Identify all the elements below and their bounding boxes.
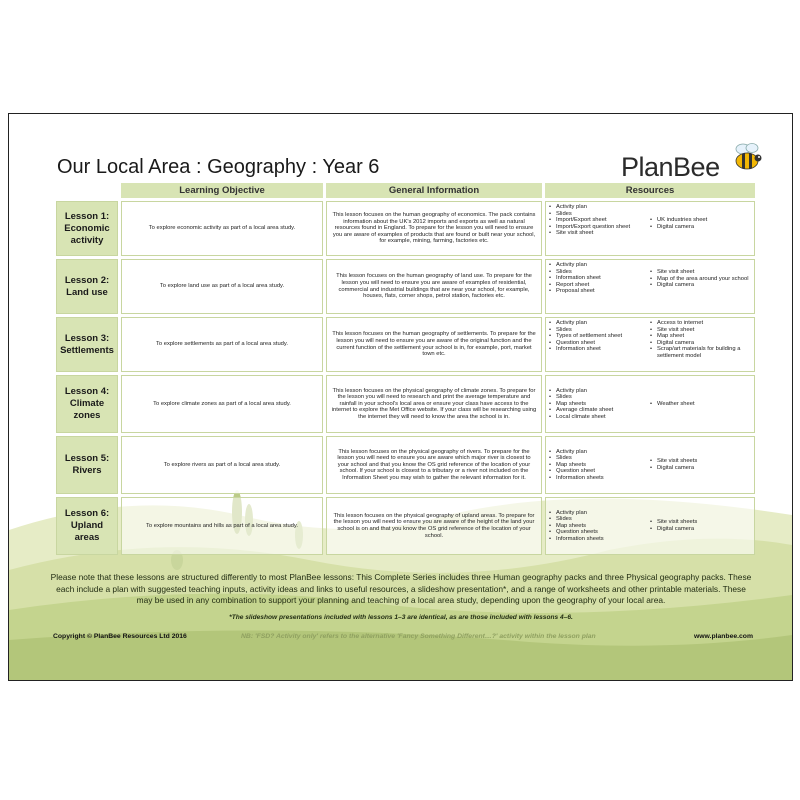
general-information: This lesson focuses on the physical geography of rivers. To prepare for the lesson you will need to ensure you are aware which major river is closest to your school and that you know the OS grid reference of the location of your school. If your school is closest to a tributary or a river not included on the Information Sheet you may wish to gather the relevant information for it. — [326, 436, 542, 494]
resource-item: • Site visit sheet — [650, 269, 751, 276]
resource-item: • Import/Export sheet — [549, 217, 650, 224]
resource-item: • Activity plan — [549, 449, 650, 456]
resources-list-left — [549, 204, 650, 237]
resources-list-right — [650, 458, 751, 471]
resource-item: • Site visit sheet — [549, 230, 650, 237]
table-row — [56, 375, 755, 433]
copyright-text: Copyright © PlanBee Resources Ltd 2016 — [53, 633, 187, 640]
resource-item: • Import/Export question sheet — [549, 224, 650, 231]
lesson-label: Lesson 2: Land use — [56, 259, 118, 314]
resources-list-left — [549, 510, 650, 543]
resources-list-left — [549, 320, 650, 360]
resource-item: • Site visit sheets — [650, 458, 751, 465]
table-row — [56, 497, 755, 555]
table-row — [56, 259, 755, 314]
general-information: This lesson focuses on the human geography of land use. To prepare for the lesson you will need to ensure you are aware of examples of residential, commercial and industrial buildings that are near your school, for example, houses, flats, corner shops, petrol station, factories etc. — [326, 259, 542, 314]
resources-list-right — [650, 262, 751, 295]
resources-list-right — [650, 320, 751, 360]
footer — [53, 633, 753, 643]
learning-objective: To explore mountains and hills as part of a local area study. — [121, 497, 323, 555]
table-row — [56, 436, 755, 494]
resource-item: • Digital camera — [650, 526, 751, 533]
resource-item: • Slides — [549, 516, 650, 523]
page-title: Our Local Area : Geography : Year 6 — [57, 156, 380, 178]
general-information: This lesson focuses on the physical geography of upland areas. To prepare for the lesson you will need to ensure you are aware of the height of the land your school is on and that you know the OS grid reference of the location of your school. — [326, 497, 542, 555]
resource-item: • Report sheet — [549, 282, 650, 289]
resources-cell — [545, 201, 755, 256]
learning-objective: To explore climate zones as part of a local area study. — [121, 375, 323, 433]
resource-item: • Question sheet — [549, 468, 650, 475]
lesson-label: Lesson 5: Rivers — [56, 436, 118, 494]
resource-item: • Weather sheet — [650, 401, 751, 408]
resource-item: • Map sheets — [549, 401, 650, 408]
resource-item: • Proposal sheet — [549, 288, 650, 295]
resources-cell — [545, 497, 755, 555]
resource-item: • Site visit sheets — [650, 519, 751, 526]
resource-item: • Activity plan — [549, 262, 650, 269]
resources-list-right — [650, 204, 751, 237]
general-information: This lesson focuses on the human geography of economics. The pack contains information about the UK's 2012 imports and exports as well as natural resources found in England. To prepare for the lesson you will need to ensure you are aware of examples of products that are found or built near your school, for example, mining, farming, factories etc. — [326, 201, 542, 256]
header-general-information: General Information — [326, 183, 542, 198]
table-row — [56, 201, 755, 256]
document-page — [8, 113, 793, 681]
resource-item: • Site visit sheet — [650, 327, 751, 334]
general-information: This lesson focuses on the human geography of settlements. To prepare for the lesson you will need to ensure you are aware of the original function and the current function of the settlement your school is in, for example, port, market town etc. — [326, 317, 542, 372]
resource-item: • Information sheets — [549, 475, 650, 482]
lesson-table — [53, 180, 758, 558]
resources-list-left — [549, 449, 650, 482]
resource-item: • Information sheet — [549, 346, 650, 353]
table-row — [56, 317, 755, 372]
resource-item: • Activity plan — [549, 510, 650, 517]
learning-objective: To explore economic activity as part of a local area study. — [121, 201, 323, 256]
bee-icon — [731, 140, 765, 174]
logo-text: PlanBee — [621, 152, 720, 182]
resource-item: • Activity plan — [549, 388, 650, 395]
lesson-label: Lesson 4: Climate zones — [56, 375, 118, 433]
learning-objective: To explore settlements as part of a local area study. — [121, 317, 323, 372]
resource-item: • Map sheets — [549, 462, 650, 469]
header-learning-objective: Learning Objective — [121, 183, 323, 198]
resources-cell — [545, 259, 755, 314]
header-blank — [56, 183, 118, 198]
resource-item: • Types of settlement sheet — [549, 333, 650, 340]
resources-list-left — [549, 262, 650, 295]
series-note: Please note that these lessons are structured differently to most PlanBee lessons: This Complete Series includes three Human geography packs and three Physical geography packs. These each include a plan with suggested teaching inputs, activity ideas and links to useful resources, a slideshow presentation*, and a range of worksheets and other printable materials. These may be used in any combination to support your planning and teaching of a local area study, depending upon the geography of your local area. — [50, 572, 752, 605]
header-resources: Resources — [545, 183, 755, 198]
general-information: This lesson focuses on the physical geography of climate zones. To prepare for the lesson you will need to research and print the average temperature and rainfall in your school's local area or ensure your class have access to the internet to explore the Met Office website. If your class will be researching using the internet they will need to know the area the school is in. — [326, 375, 542, 433]
fsd-note: NB: 'FSD? Activity only' refers to the alternative 'Fancy Something Different…?' activity within the lesson plan — [241, 633, 596, 640]
resource-item: • Slides — [549, 211, 650, 218]
resources-list-left — [549, 388, 650, 421]
resource-item: • Question sheet — [549, 340, 650, 347]
slideshow-note: *The slideshow presentations included with lessons 1–3 are identical, as are those included with lessons 4–6. — [229, 614, 573, 621]
lesson-label: Lesson 1: Economic activity — [56, 201, 118, 256]
learning-objective: To explore land use as part of a local area study. — [121, 259, 323, 314]
lesson-label: Lesson 3: Settlements — [56, 317, 118, 372]
resource-item: • Map sheets — [549, 523, 650, 530]
learning-objective: To explore rivers as part of a local area study. — [121, 436, 323, 494]
resource-item: • Information sheet — [549, 275, 650, 282]
resources-list-right — [650, 401, 751, 408]
resource-item: • Slides — [549, 394, 650, 401]
resources-cell — [545, 436, 755, 494]
resource-item: • Slides — [549, 269, 650, 276]
resource-item: • Digital camera — [650, 282, 751, 289]
website-link[interactable]: www.planbee.com — [693, 633, 753, 640]
resource-item: • Local climate sheet — [549, 414, 650, 421]
resource-item: • Access to internet — [650, 320, 751, 327]
resource-item: • Activity plan — [549, 204, 650, 211]
resource-item: • Scrap/art materials for building a settlement model — [650, 346, 751, 359]
resource-item: • UK industries sheet — [650, 217, 751, 224]
resource-item: • Slides — [549, 327, 650, 334]
resource-item: • Information sheets — [549, 536, 650, 543]
resources-cell — [545, 317, 755, 372]
table-header-row — [56, 183, 755, 198]
resource-item: • Average climate sheet — [549, 407, 650, 414]
resource-item: • Map of the area around your school — [650, 276, 751, 283]
resource-item: • Digital camera — [650, 224, 751, 231]
resource-item: • Digital camera — [650, 465, 751, 472]
resources-cell — [545, 375, 755, 433]
resource-item: • Slides — [549, 455, 650, 462]
resource-item: • Map sheet — [650, 333, 751, 340]
resource-item: • Digital camera — [650, 340, 751, 347]
resource-item: • Question sheets — [549, 529, 650, 536]
resources-list-right — [650, 519, 751, 532]
resource-item: • Activity plan — [549, 320, 650, 327]
lesson-label: Lesson 6: Upland areas — [56, 497, 118, 555]
